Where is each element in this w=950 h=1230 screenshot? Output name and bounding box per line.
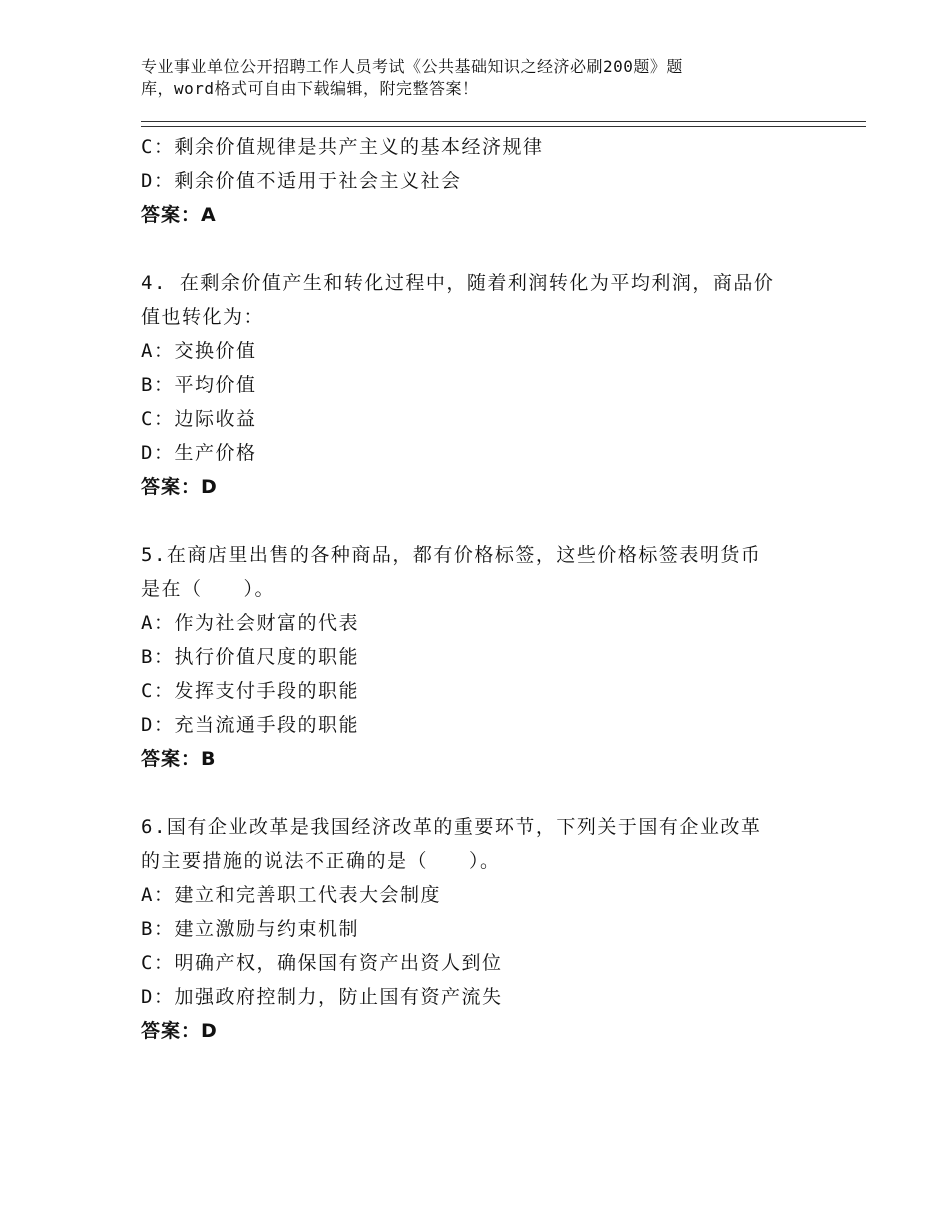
option-b: B：平均价值	[141, 374, 257, 396]
option-c: C：发挥支付手段的职能	[141, 680, 359, 702]
option-c: C：剩余价值规律是共产主义的基本经济规律	[141, 136, 544, 158]
question-6	[141, 810, 841, 1048]
answer-text: 答案：D	[141, 476, 218, 498]
spacer	[141, 504, 841, 538]
question-stem-line-2: 值也转化为：	[141, 306, 265, 328]
question-stem-line-1: 5.在商店里出售的各种商品，都有价格标签，这些价格标签表明货币	[141, 544, 762, 566]
header-title-line-2: 库，word格式可自由下载编辑，附完整答案！	[141, 79, 479, 98]
answer-text: 答案：A	[141, 204, 217, 226]
option-c: C：明确产权，确保国有资产出资人到位	[141, 952, 503, 974]
option-b: B：执行价值尺度的职能	[141, 646, 359, 668]
option-a: A：建立和完善职工代表大会制度	[141, 884, 441, 906]
spacer	[141, 232, 841, 266]
question-5	[141, 538, 841, 776]
option-d: D：剩余价值不适用于社会主义社会	[141, 170, 462, 192]
option-a: A：交换价值	[141, 340, 257, 362]
question-stem-line-2: 的主要措施的说法不正确的是（ ）。	[141, 850, 501, 872]
header-title-line-1: 专业事业单位公开招聘工作人员考试《公共基础知识之经济必刷200题》题	[141, 57, 683, 76]
question-4	[141, 266, 841, 504]
question-stem-line-2: 是在（ ）。	[141, 578, 276, 600]
answer-text: 答案：D	[141, 1020, 218, 1042]
question-stem-line-1: 4. 在剩余价值产生和转化过程中，随着利润转化为平均利润，商品价	[141, 272, 775, 294]
option-d: D：加强政府控制力，防止国有资产流失	[141, 986, 503, 1008]
question-stem-line-1: 6.国有企业改革是我国经济改革的重要环节，下列关于国有企业改革	[141, 816, 762, 838]
option-d: D：充当流通手段的职能	[141, 714, 359, 736]
option-c: C：边际收益	[141, 408, 257, 430]
option-a: A：作为社会财富的代表	[141, 612, 359, 634]
option-d: D：生产价格	[141, 442, 257, 464]
page-header	[141, 56, 781, 100]
answer-text: 答案：B	[141, 748, 217, 770]
question-list	[141, 130, 841, 1048]
question-3-tail	[141, 130, 841, 232]
header-divider	[141, 121, 866, 127]
option-b: B：建立激励与约束机制	[141, 918, 359, 940]
spacer	[141, 776, 841, 810]
